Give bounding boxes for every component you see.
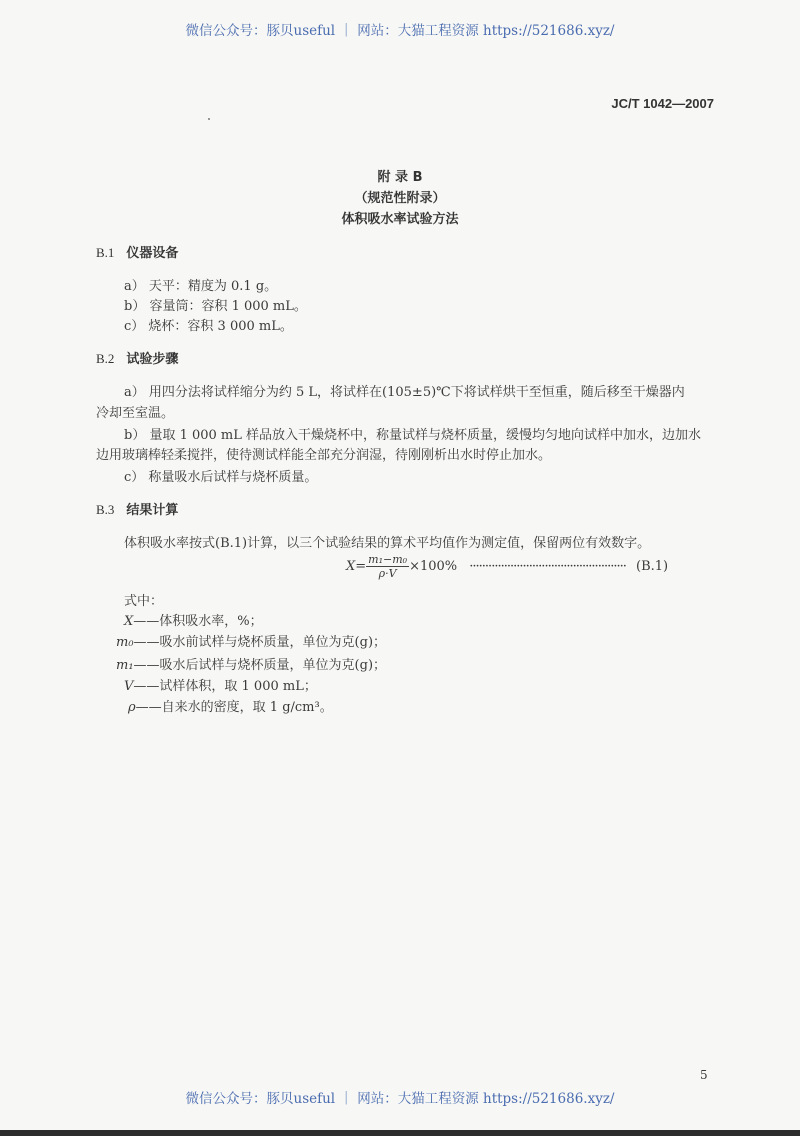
formula-numerator: m₁−m₀ bbox=[368, 553, 408, 566]
section-number: B.2 bbox=[96, 351, 115, 366]
scan-speck bbox=[208, 118, 210, 120]
section-title: 仪器设备 bbox=[126, 246, 179, 261]
section-title: 试验步骤 bbox=[126, 352, 179, 367]
def-text: ——吸水前试样与烧杯质量，单位为克(g)； bbox=[133, 635, 387, 650]
definition bbox=[124, 610, 263, 629]
step-a-cont: 冷却至室温。 bbox=[96, 406, 175, 421]
list-item: b） 容量筒：容积 1 000 mL。 bbox=[124, 299, 307, 314]
appendix-title: 体积吸水率试验方法 bbox=[341, 212, 459, 227]
def-text: ——试样体积，取 1 000 mL； bbox=[133, 679, 317, 694]
list-item: a） 天平：精度为 0.1 g。 bbox=[124, 279, 278, 294]
definition bbox=[116, 631, 386, 650]
step-b-cont: 边用玻璃棒轻柔搅拌，使待测试样能全部充分润湿，待刚刚析出水时停止加水。 bbox=[96, 448, 552, 463]
formula-denominator: ρ·V bbox=[378, 567, 397, 580]
def-text: ——吸水后试样与烧杯质量，单位为克(g)； bbox=[133, 658, 387, 673]
formula-lhs: X= bbox=[346, 559, 367, 574]
watermark-bottom: 微信公众号：豚贝useful ｜ 网站：大猫工程资源 https://521686.xyz/ bbox=[185, 1091, 615, 1107]
section-b1-heading bbox=[96, 242, 178, 261]
def-symbol: X bbox=[124, 614, 134, 629]
scan-edge bbox=[0, 1130, 800, 1136]
list-item: c） 烧杯：容积 3 000 mL。 bbox=[124, 319, 293, 334]
def-symbol: m₁ bbox=[116, 658, 134, 673]
standard-code: JC/T 1042—2007 bbox=[611, 96, 714, 111]
page-number: 5 bbox=[700, 1068, 708, 1082]
def-text: ——体积吸水率，%； bbox=[133, 614, 263, 629]
def-symbol: ρ bbox=[128, 700, 136, 715]
where-label: 式中： bbox=[124, 594, 164, 609]
watermark-top: 微信公众号：豚贝useful ｜ 网站：大猫工程资源 https://521686.xyz/ bbox=[185, 23, 615, 39]
section-b3-heading bbox=[96, 499, 178, 518]
formula bbox=[346, 553, 668, 580]
def-symbol: V bbox=[124, 679, 134, 694]
definition bbox=[128, 696, 333, 715]
section-title: 结果计算 bbox=[126, 503, 179, 518]
appendix-label: 附 录 B bbox=[377, 170, 423, 185]
appendix-type: （规范性附录） bbox=[354, 191, 446, 206]
section-b2-heading bbox=[96, 348, 178, 367]
step-a: a） 用四分法将试样缩分为约 5 L，将试样在(105±5)℃下将试样烘干至恒重，随后移至干燥器内 bbox=[124, 385, 685, 400]
def-text: ——自来水的密度，取 1 g/cm³。 bbox=[135, 700, 333, 715]
definition bbox=[116, 654, 386, 673]
definition bbox=[124, 675, 317, 694]
step-b: b） 量取 1 000 mL 样品放入干燥烧杯中，称量试样与烧杯质量，缓慢均匀地向试样中加水，边加水 bbox=[124, 428, 702, 443]
formula-fraction bbox=[366, 553, 409, 580]
section-number: B.1 bbox=[96, 245, 115, 260]
def-symbol: m₀ bbox=[116, 635, 134, 650]
calc-paragraph: 体积吸水率按式(B.1)计算，以三个试验结果的算术平均值作为测定值，保留两位有效数字。 bbox=[124, 536, 651, 551]
formula-leader: ·················································· bbox=[469, 559, 626, 574]
formula-rhs: ×100% bbox=[409, 559, 458, 574]
section-number: B.3 bbox=[96, 502, 115, 517]
formula-label: (B.1) bbox=[636, 559, 669, 574]
step-c: c） 称量吸水后试样与烧杯质量。 bbox=[124, 470, 318, 485]
